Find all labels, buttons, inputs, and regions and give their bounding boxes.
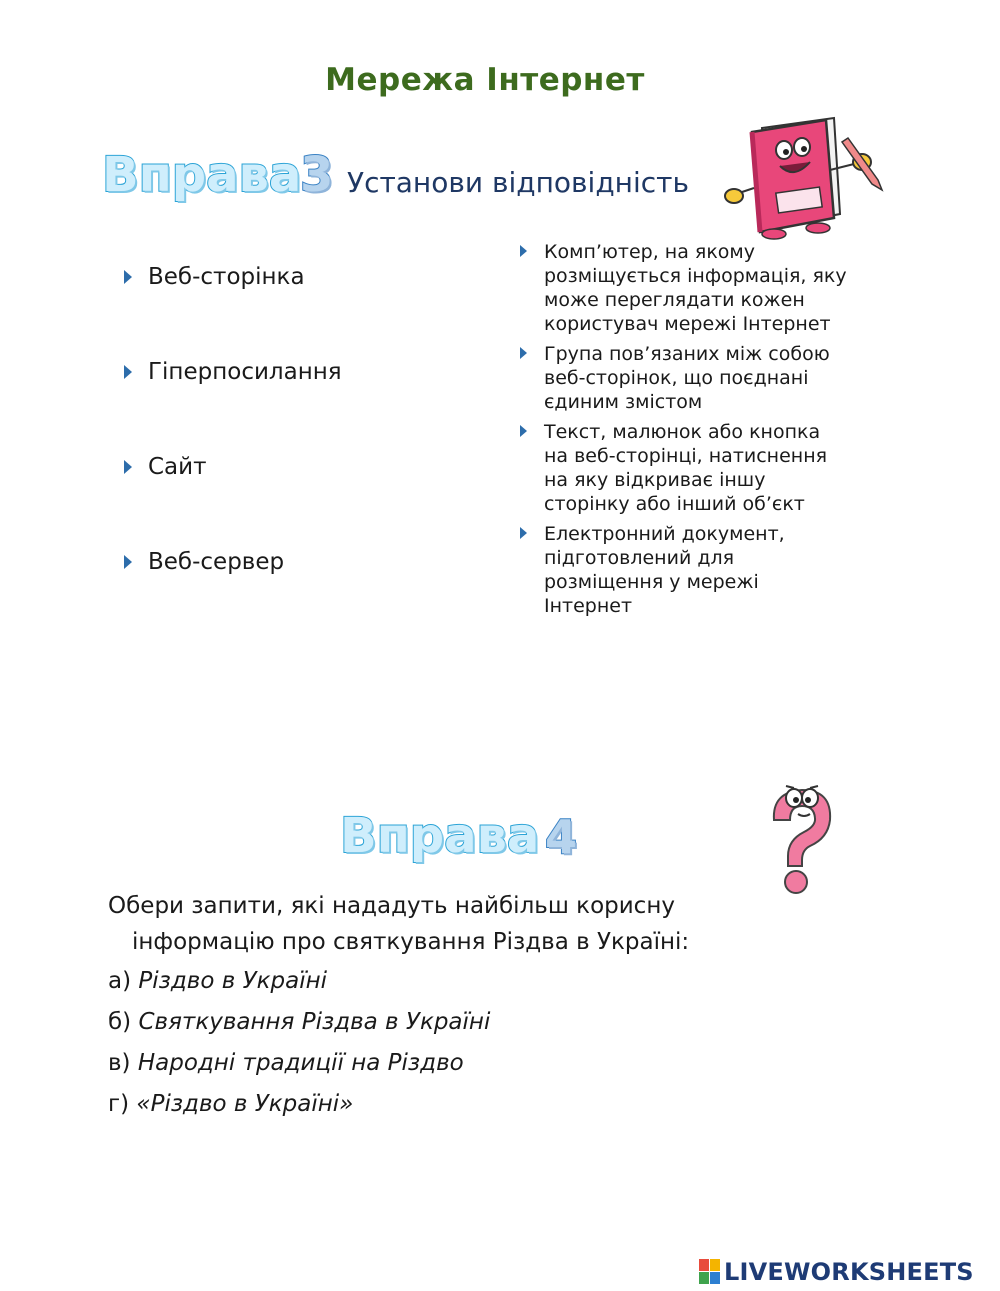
exercise4-question [108, 888, 748, 960]
bullet-arrow-icon [520, 347, 527, 359]
option-letter: в) [108, 1050, 131, 1076]
exercise3-subtitle: Установи відповідність [347, 166, 689, 199]
list-item [518, 240, 848, 336]
page-title: Мережа Інтернет [325, 62, 645, 98]
bullet-arrow-icon [520, 245, 527, 257]
bullet-arrow-icon [124, 460, 132, 474]
exercise3-number: 3 [300, 147, 334, 203]
term-text: Сайт [148, 454, 207, 480]
answer-option [108, 1045, 490, 1086]
list-item [122, 446, 482, 541]
option-letter: б) [108, 1009, 132, 1035]
definition-text: Текст, малюнок або кнопка на веб-сторінці, натиснення на яку відкриває іншу сторінку або інший об’єкт [544, 421, 828, 515]
list-item [122, 541, 482, 636]
definition-text: Комп’ютер, на якому розміщується інформація, яку може переглядати кожен користувач мережі Інтернет [544, 241, 847, 335]
term-text: Веб-сервер [148, 549, 285, 575]
definition-text: Група пов’язаних між собою веб-сторінок, що поєднані єдиним змістом [544, 343, 830, 413]
book-character-illustration [722, 110, 887, 240]
answer-option [108, 1086, 490, 1127]
option-letter: а) [108, 968, 132, 994]
list-item [518, 522, 848, 618]
option-text: Святкування Різдва в Україні [138, 1009, 491, 1035]
list-item [122, 256, 482, 351]
liveworksheets-badge-icon [698, 1258, 722, 1286]
option-text: Народні традиції на Різдво [137, 1050, 464, 1076]
liveworksheets-logo[interactable] [698, 1254, 974, 1290]
bullet-arrow-icon [520, 425, 527, 437]
bullet-arrow-icon [124, 270, 132, 284]
answer-options [108, 963, 490, 1127]
term-text: Гіперпосилання [148, 359, 342, 385]
terms-list [122, 256, 482, 636]
list-item [122, 351, 482, 446]
question-line-2: інформацію про святкування Різдва в Україні: [132, 929, 690, 955]
list-item [518, 420, 848, 516]
answer-option [108, 963, 490, 1004]
bullet-arrow-icon [124, 555, 132, 569]
exercise3-title: Вправа [102, 147, 302, 203]
bullet-arrow-icon [520, 527, 527, 539]
logo-text: LIVEWORKSHEETS [724, 1258, 974, 1286]
bullet-arrow-icon [124, 365, 132, 379]
answer-option [108, 1004, 490, 1045]
definition-text: Електронний документ, підготовлений для розміщення у мережі Інтернет [544, 523, 785, 617]
question-line-1: Обери запити, які нададуть найбільш корисну [108, 893, 675, 919]
question-mark-character-illustration [760, 780, 840, 900]
option-letter: г) [108, 1091, 130, 1117]
exercise4-number: 4 [545, 810, 578, 864]
term-text: Веб-сторінка [148, 264, 305, 290]
option-text: «Різдво в Україні» [136, 1091, 354, 1117]
exercise4-title: Вправа [340, 808, 540, 864]
definitions-list [518, 240, 848, 624]
list-item [518, 342, 848, 414]
option-text: Різдво в Україні [138, 968, 328, 994]
